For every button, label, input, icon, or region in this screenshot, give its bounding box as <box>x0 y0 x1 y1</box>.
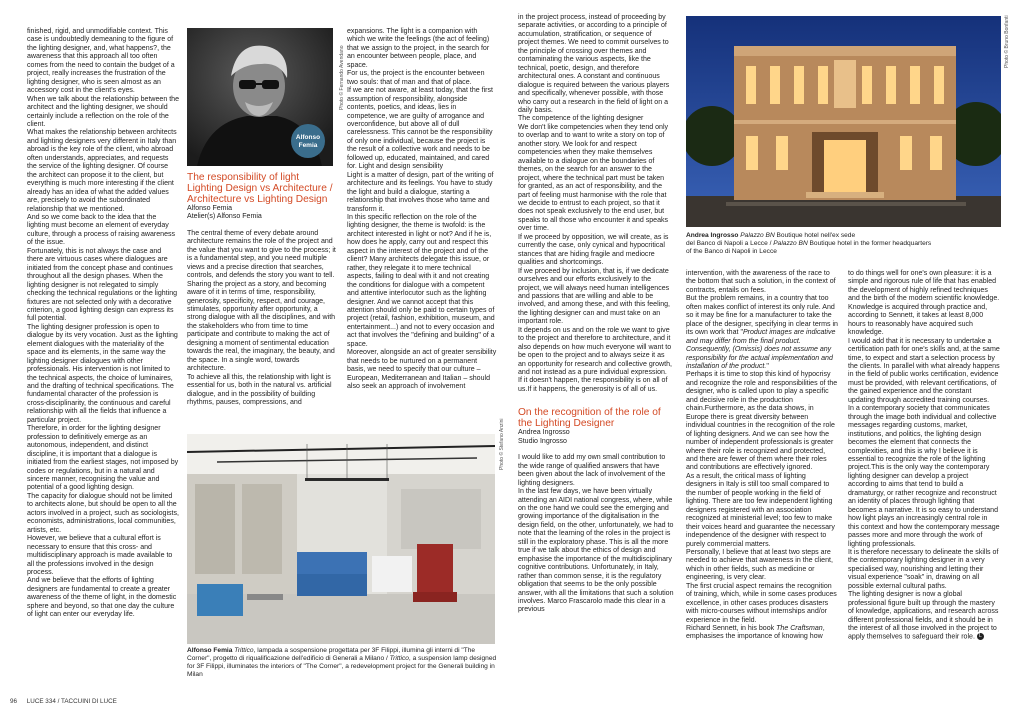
hotel-photo <box>686 16 1001 227</box>
text-span: The lighting designer is now a global professional figure built up through the mastery of knowledge, applications, and research across different professional fields, and it should be in the interest of all those involved in the project to apply themselves to safeguard their role. <box>848 591 1001 641</box>
caption-author: Alfonso Femia <box>187 647 233 654</box>
paragraph: intervention, with the awareness of the race to the bottom that such a solution, in the context of contracts, entails on fees. <box>686 270 838 294</box>
paragraph: Perhaps it is time to stop this kind of hypocrisy and recognize the role and responsibilities of the designer, who is called upon to play a specific and decisive role in the production chain.Furthermore, as the data shows, in Europe there is great diversity between individual countries in the recognition of the role of lighting designers. And we can see how the number of independent professionals is greater where their role is recognized and protected, and there are fewer of them where their roles and contributions are effectively ignored. <box>686 371 840 472</box>
section-name: TACCUINI DI LUCE <box>60 698 117 705</box>
portrait-name-badge <box>291 124 325 158</box>
paragraph: We don't like competencies when they tend only to overlap and to want to write a story on top of another story. We look for and respect competencies when they make themselves available to a dialogue on the boundaries of themes, on the search for an answer to the project, where the technical part must be taken for granted, as an act of responsibility, and the part of feeling must harmonise with the role that we decide to entrust to each project, so that it does not speak exclusively to the end user, but speaks to all those who encounter it and speaks over time. <box>518 123 671 233</box>
paragraph: The central theme of every debate around architecture remains the role of the project and the value that you want to give to the process; it is a fundamental step, and you need multiple views and a precise direction that searches, controls, and defends the story you want to tell. Sharing the project as a story, and becoming aware of it in terms of time, responsibility, generosity, specificity, respect, and courage, stimulates, opportunity after opportunity, a strong dialogue with all the disciplines, and with the stakeholders who from time to time participate and contribute to making the act of designing a moment of sentimental education towards the real, the imaginary, the beauty, and the space. In a single word, towards architecture. <box>187 229 338 373</box>
page-footer <box>10 698 117 705</box>
hotel-image <box>686 16 1001 227</box>
paragraph: Moreover, alongside an act of greater sensibility that needs to be nurtured on a permanent basis, we need to specify that our culture – European, Mediterranean and Italian – should also seek an approach of involvement <box>347 349 499 391</box>
lamp-interior-image <box>187 434 495 644</box>
footer-separator: / <box>57 698 60 705</box>
column-6 <box>848 270 1000 642</box>
paragraph: If we are not aware, at least today, that the first assumption of responsibility, alongside contents, poetics, and ideas, lies in competence, we are guilty of arrogance and overconfidence, but above all of dull carelessness. This cannot be the responsibility of only one individual, because the project is the result of a collective work and needs to be followed up, educated, maintained, and cared for. Light and design sensibility <box>347 87 495 171</box>
paragraph: expansions. The light is a companion with which we write the feelings (the act of feeling) that we assign to the project, in the search for an encounter between people, place, and space. <box>347 28 492 69</box>
hotel-photo-caption <box>686 232 1006 256</box>
paragraph: And so we come back to the idea that the lighting must become an element of everyday culture, through a process of raising awareness of the issue. <box>27 213 178 247</box>
column-1 <box>27 28 179 620</box>
paragraph: For us, the project is the encounter between two souls: that of man and that of place. <box>347 70 487 86</box>
paragraph: in the project process, instead of proceeding by separate activities, or according to a principle of accumulation, stratification, or sequence of project themes. We need to commit ourselves to the principle of crossing over themes and contaminating the various aspects, like the technical, poetic, design, and therefore architectural ones. A constant and continuous dialogue is required between the various players and specifically, whenever possible, with those who carry out a research in the field of light on a daily basis. <box>518 14 672 114</box>
column-4 <box>518 14 674 615</box>
paragraph: to do things well for one's own pleasure: it is a simple and rigorous rule of life that has enabled the development of highly refined techniques and the birth of the modern scientific knowledge. Knowledge is acquired through practice and, according to Sennett, it takes at least 8,000 hours to reasonably have acquired such knowledge. <box>848 270 1002 337</box>
article-title: On the recognition of the role of the Lighting Designer <box>518 407 664 430</box>
article-author: Alfonso Femia <box>187 205 233 212</box>
paragraph: When we talk about the relationship between the architect and the lighting designer, we should certainly include a reflection on the role of the client. <box>27 95 181 128</box>
lamp-photo-caption <box>187 647 497 679</box>
paragraph: If we proceed by opposition, we will create, as is currently the case, only cynical and hypocritical stances that are hiding fragile and mediocre qualities and shortcomings. <box>518 233 671 267</box>
column-5 <box>686 270 838 642</box>
caption-text: Boutique hotel in the former headquarters <box>807 240 932 247</box>
paragraph: And we believe that the efforts of lighting designers are fundamental to create a greater awareness of the theme of light, in the domestic sphere and beyond, so that one day the culture of light can enter our everyday life. <box>27 577 179 619</box>
paragraph: The lighting designer profession is open to dialogue by its very vocation. Just as the lighting element dialogues with the materiality of the space and its elements, in the same way the lighting designer dialogues with other professionals. His intervention is not limited to the technical aspects, the choice of luminaires, and the drafting of technical specifications. The fundamental character of the profession is cross-disciplinarity, the continuous and careful relationship with all the fields that influence a particular project. <box>27 323 180 424</box>
paragraph: If we proceed by inclusion, that is, if we dedicate ourselves and our efforts exclusively to the project, we will always need human intelligences and passions that are willing and able to be involved, and among these, and with this feeling, the lighting designer can and must take on an important role. <box>518 267 672 326</box>
caption-title-en: Palazzo BN <box>773 240 808 247</box>
page-number: 96 <box>10 698 18 705</box>
paragraph: finished, rigid, and unmodifiable context. This case is undoubtedly demeaning to the figure of the lighting designer, and, what happens?, the awareness that this approach all too often comes from the need to contain the budget of a project, really increases the frustration of the lighting designer, who is seen almost as an accessory cost in the client's eyes. <box>27 28 177 95</box>
paragraph: It is therefore necessary to delineate the skills of the contemporary lighting designer in a very specialised way, nourishing and letting their visual experience "soak" in, drawing on all possible external cultural paths. <box>848 548 1001 590</box>
paragraph <box>686 295 838 371</box>
magazine-issue: LUCE 334 <box>26 698 56 705</box>
caption-text-it: , lampada a sospensione progettata per 3F Filippi, illumina gli interni di "The Corner", progetto di riqualificazione dell'edificio di Generali a Milano / <box>187 647 476 662</box>
portrait-name-line1: Alfonso <box>295 134 321 141</box>
portrait-photo <box>187 28 333 166</box>
portrait-photo-credit: Photo © Fernando Avendano <box>339 45 345 110</box>
paragraph: As a result, the critical mass of lighting designers in Italy is still too small compared to the number of people working in the field of lighting. There are too few independent lighting designers registered with an association recognized at ministerial level; too few to make their voices heard and guarantee the necessary independence of the designer with respect to purely commercial matters. <box>686 472 837 548</box>
caption-title: Trittico <box>234 647 254 654</box>
paragraph: Light is a matter of design, part of the writing of architecture and its feelings. You have to study the light and build a dialogue, starting a relationship that involves those who tame and transform it. <box>347 171 496 213</box>
subheading: The competence of the lighting designer <box>518 115 644 123</box>
lamp-photo-credit: Photo © Stefano Anzini <box>499 418 505 470</box>
caption-line-1 <box>686 232 1006 240</box>
caption-text: Boutique hotel nell'ex sede <box>774 232 856 239</box>
paragraph <box>686 625 838 642</box>
paragraph: In this specific reflection on the role of the lighting designer, the theme is twofold: is the architect interested in light or not? And if he is, how does he apply, carry out and respect this aspect in the interest of the project and of the client? Many architects delegate this issue, or rather, they relegate it to mere technical aspects, failing to deal with it and not creating the conditions for dialogue with a competent and attentive interlocutor such as the lighting designer. And we cannot accept that this attention should only be paid to certain types of project (retail, fashion, exhibition, museum, and entertainment...) and not to every occasion and act that involves the "defining and building" of a space. <box>347 213 497 348</box>
hotel-photo-credit: Photo © Bruno Bonfanti <box>1004 15 1010 68</box>
paragraph: What makes the relationship between architects and lighting designers very different in Italy than abroad is the key role of the client, who abroad often understands, appreciates, and requests the service of the lighting designer. Of course the architect can propose it to the client, but everything is much more interesting if the client already has an idea of what the added values are, precisely to avoid the subordinated relationship that we mentioned. <box>27 129 179 213</box>
article-title: The responsibility of light Lighting Design vs Architecture / Architecture vs Lighting Design <box>187 172 335 205</box>
lamp-interior-photo <box>187 434 495 644</box>
column-2 <box>187 172 337 407</box>
text-span: , emphasises the importance of knowing how <box>686 625 827 641</box>
paragraph: If it doesn't happen, the responsibility is on all of us.If it happens, the generosity is of all of us. <box>518 377 670 393</box>
text-span: Richard Sennett, in his book <box>686 625 777 633</box>
caption-text-en: , a suspension lamp designed for 3F Filippi, illuminates the interiors of "The Corner", a redevelopment project for the Generali building in Milan <box>187 655 497 678</box>
paragraph: The first crucial aspect remains the recognition of training, which, while in some cases produces excellence, in other cases produces disasters with micro-courses without internships and/or experience in the field. <box>686 582 839 624</box>
caption-title: Palazzo BN <box>740 232 775 239</box>
paragraph: I would add that it is necessary to undertake a certification path for one's skills and, at the same time, to expect and start a selection process by the clients. In parallel with what already happens in the field of public works certification, evidence must be provided, with relevant certifications, of the gained experience and the constant updating through accredited training courses. <box>848 337 1002 404</box>
end-of-article-icon: L <box>977 633 984 640</box>
paragraph: Personally, I believe that at least two steps are needed to achieve that awareness in the client, which in other fields, such as medicine or engineering, is very clear. <box>686 548 835 582</box>
caption-title-en: Trittico <box>389 655 409 662</box>
text-span: But the problem remains, in a country that too often makes conflict of interest its only rule. And so it may be fine for a manufacturer to take the place of the designer, specifying in clear terms in its own work that " <box>686 295 840 337</box>
paragraph: In the last few days, we have been virtually attending an AIDI national congress, where, while on the one hand we could see the emerging and growing importance of the digitalisation in the design field, on the other, unfortunately, we had to note that the learning of the roles in the project is still in the exploratory phase. This is all the more true if we talk about the ethics of design and emphasise the importance of the multidisciplinary cognitive contributions. Unfortunately, in Italy, rather than common sense, it is the regulatory obligation that seems to be the only possible answer, with all the limitations that such a solution involves. Marco Frascarolo made this clear in a previous <box>518 488 676 614</box>
paragraph: In a contemporary society that communicates through the image both individual and collective messages regarding customs, market, institutions, and politics, the lighting design becomes the element that connects the complexities, and this is why I believe it is essential to recognize the role of the lighting project.This is the only way the contemporary lighting designer can develop a project according to aims that tend to build a dramaturgy, or rather recognize and reconstruct an identity of places through lighting that becomes a narrative. It is so easy to understand how light plays an increasingly central role in this context and how the contemporary message passes more and more through the work of lighting professionals. <box>848 405 1002 548</box>
paragraph: Fortunately, this is not always the case and there are virtuous cases where dialogues are initiated from the concept phase and continues throughout all the design phases. When the lighting designer is not relegated to simply checking the technical regulations or the lighting fixtures are not selected only with a decorative criterion, a good lighting design can express its full potential. <box>27 247 180 323</box>
quote-italic: Product images are indicative and may differ from the final product. Consequently, (Omissis) does not assume any responsibility for the actual implementation and installation of the product. <box>686 329 838 370</box>
article-studio: Atelier(s) Alfonso Femia <box>187 213 262 221</box>
paragraph: I would like to add my own small contribution to the wide range of qualified answers that have been given about the lack of involvement of the lighting designers. <box>518 454 668 487</box>
paragraph: However, we believe that a cultural effort is necessary to ensure that this cross- and multidisciplinary approach is made available to all the professions involved in the design process. <box>27 535 175 576</box>
paragraph: Therefore, in order for the lighting designer profession to definitively emerge as an autonomous, independent, and distinct discipline, it is important that a dialogue is initiated from the earliest stages, not imposed by codes or regulations, but in a natural and sincere manner, recognising the value and potential of a good lighting design. <box>27 425 181 492</box>
portrait-name-line2: Femia <box>298 141 318 149</box>
paragraph: It depends on us and on the role we want to give to the project and therefore to architecture, and it also depends on how much everyone will want to be open to the project and to always seize it as an opportunity for research and collective growth, and not instead as a pure individual expression. <box>518 326 674 377</box>
column-3 <box>347 28 497 391</box>
paragraph <box>848 591 1000 642</box>
caption-text: del Banco di Napoli a Lecce / <box>686 240 774 247</box>
caption-line-2 <box>686 240 1006 248</box>
paragraph: The capacity for dialogue should not be limited to architects alone, but should be open to all the actors involved in a project, such as sociologists, economists, administrations, local communities, artists, etc. <box>27 492 181 534</box>
caption-line-3: of the Banco di Napoli in Lecce <box>686 248 777 255</box>
paragraph: To achieve all this, the relationship with light is essential for us, both in the natural vs. artificial dialogue, and in the possibility of building rhythms, pauses, compressions, and <box>187 373 334 406</box>
caption-author: Andrea Ingrosso <box>686 232 739 239</box>
article-studio: Studio Ingrosso <box>518 437 567 445</box>
text-span: " <box>766 362 769 370</box>
book-title: The Craftsman <box>776 625 823 633</box>
article-author: Andrea Ingrosso <box>518 429 570 437</box>
